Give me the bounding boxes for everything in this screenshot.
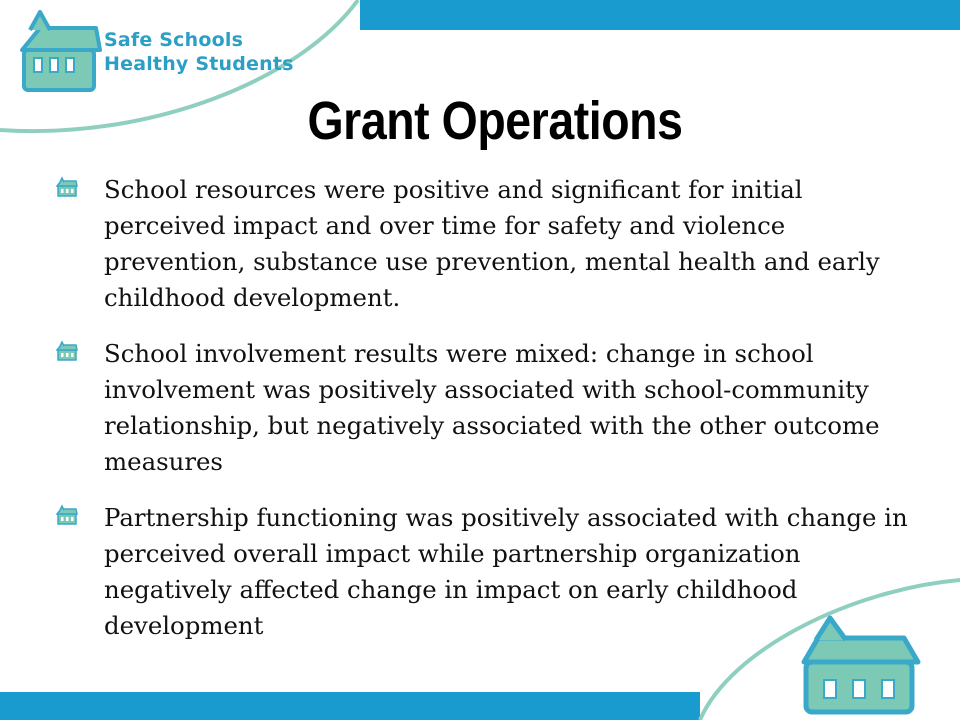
top-band [360, 0, 960, 30]
bullet-text: School resources were positive and significant for initial perceived impact and over time for safety and violence prevention, substance use prevention, mental health and early childhood development. [104, 175, 880, 312]
schoolhouse-bullet-icon [56, 340, 78, 362]
slide-title: Grant Operations [307, 91, 683, 151]
logo [104, 28, 294, 76]
logo-line-2: Healthy Students [104, 53, 294, 75]
bullet-item [56, 172, 916, 316]
bullet-item [56, 336, 916, 480]
schoolhouse-bullet-icon [56, 504, 78, 526]
bullet-list [56, 172, 916, 664]
logo-line-1: Safe Schools [104, 29, 244, 51]
bullet-text: School involvement results were mixed: change in school involvement was positively associated with school-community relationship, but negatively associated with the other outcome measures [104, 339, 880, 476]
bullet-item [56, 500, 916, 644]
bottom-band [0, 692, 700, 720]
bullet-text: Partnership functioning was positively associated with change in perceived overall impact while partnership organization negatively affected change in impact on early childhood development [104, 503, 908, 640]
schoolhouse-bullet-icon [56, 176, 78, 198]
schoolhouse-logo-icon [22, 12, 100, 90]
